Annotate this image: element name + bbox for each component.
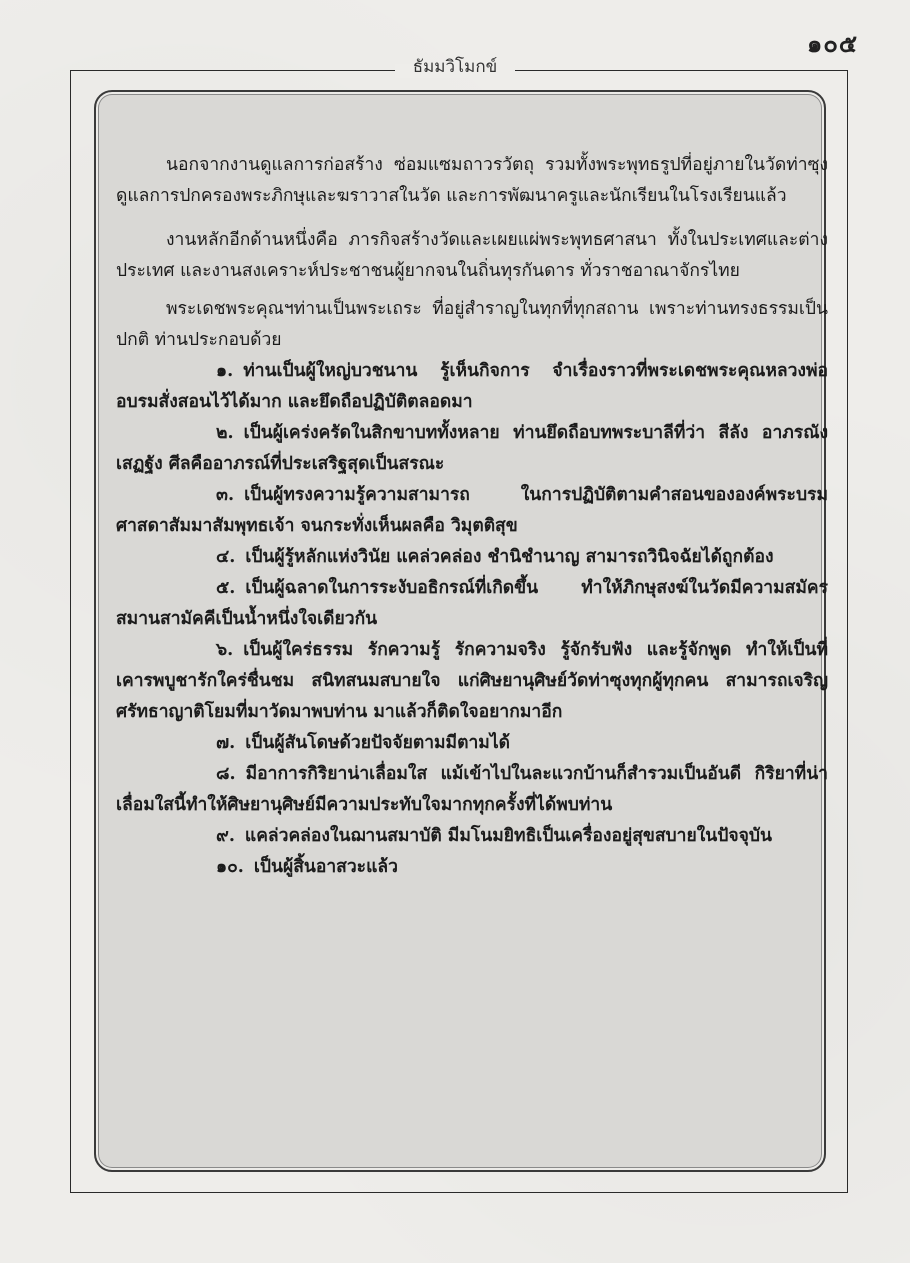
paragraph-2: งานหลักอีกด้านหนึ่งคือ ภารกิจสร้างวัดและเผยแผ่พระพุทธศาสนา ทั้งในประเทศและต่างประเทศ และงานสงเคราะห์ประชาชนผู้ยากจนในถิ่นทุรกันดาร ทั่วราชอาณาจักรไทย xyxy=(116,230,828,281)
list-item xyxy=(116,852,828,883)
list-number: ๙. xyxy=(216,826,235,846)
list-number: ๒. xyxy=(216,423,234,443)
paragraph-3: พระเดชพระคุณฯท่านเป็นพระเถระ ที่อยู่สำราญในทุกที่ทุกสถาน เพราะท่านทรงธรรมเป็นปกติ ท่านประกอบด้วย xyxy=(116,299,828,350)
list-number: ๑. xyxy=(216,361,234,381)
list-number: ๓. xyxy=(216,485,235,505)
list-text: ท่านเป็นผู้ใหญ่บวชนาน รู้เห็นกิจการ จำเรื่องราวที่พระเดชพระคุณหลวงพ่ออบรมสั่งสอนไว้ได้มาก และยึดถือปฏิบัติตลอดมา xyxy=(116,361,828,412)
list-number: ๘. xyxy=(216,764,236,784)
list-text: เป็นผู้รู้หลักแห่งวินัย แคล่วคล่อง ชำนิชำนาญ สามารถวินิจฉัยได้ถูกต้อง xyxy=(245,547,774,567)
page-number: ๑๐๕ xyxy=(806,29,858,58)
list-text: เป็นผู้ฉลาดในการระงับอธิกรณ์ที่เกิดขึ้น ทำให้ภิกษุสงฆ์ในวัดมีความสมัครสมานสามัคคีเป็นน้ำหนึ่งใจเดียวกัน xyxy=(116,578,828,629)
list-text: เป็นผู้ใคร่ธรรม รักความรู้ รักความจริง รู้จักรับฟัง และรู้จักพูด ทำให้เป็นที่เคารพบูชารักใคร่ชื่นชม สนิทสนมสบายใจ แก่ศิษยานุศิษย์วัดท่าซุงทุกผู้ทุกคน สามารถเจริญศรัทธาญาติโยมที่มาวัดมาพบท่าน มาแล้วก็ติดใจอยากมาอีก xyxy=(116,640,828,722)
body-text xyxy=(116,150,828,883)
list-number: ๕. xyxy=(216,578,236,598)
list-text: เป็นผู้สันโดษด้วยปัจจัยตามมีตามได้ xyxy=(245,733,510,753)
list-item xyxy=(116,728,828,759)
list-item xyxy=(116,418,828,480)
list-text: เป็นผู้ทรงความรู้ความสามารถ ในการปฏิบัติตามคำสอนขององค์พระบรมศาสดาสัมมาสัมพุทธเจ้า จนกระทั่งเห็นผลคือ วิมุตติสุข xyxy=(116,485,828,536)
list-text: เป็นผู้สิ้นอาสวะแล้ว xyxy=(253,857,398,877)
list-item xyxy=(116,356,828,418)
running-head: ธัมมวิโมกข์ xyxy=(412,57,498,77)
list-item xyxy=(116,759,828,821)
list-item xyxy=(116,635,828,728)
list-number: ๑๐. xyxy=(216,857,244,877)
list-number: ๗. xyxy=(216,733,236,753)
list-number: ๖. xyxy=(216,640,234,660)
list-item xyxy=(116,480,828,542)
list-item xyxy=(116,821,828,852)
list-text: เป็นผู้เคร่งครัดในสิกขาบททั้งหลาย ท่านยึดถือบทพระบาลีที่ว่า สีลัง อาภรณัง เสฏฐัง ศีลคืออาภรณ์ที่ประเสริฐสุดเป็นสรณะ xyxy=(116,423,828,474)
list-item xyxy=(116,542,828,573)
list-text: มีอาการกิริยาน่าเลื่อมใส แม้เข้าไปในละแวกบ้านก็สำรวมเป็นอันดี กิริยาที่น่าเลื่อมใสนี้ทำให้ศิษยานุศิษย์มีความประทับใจมากทุกครั้งที่ได้พบท่าน xyxy=(116,764,828,815)
list-number: ๔. xyxy=(216,547,236,567)
list-item xyxy=(116,573,828,635)
paragraph-1: นอกจากงานดูแลการก่อสร้าง ซ่อมแซมถาวรวัตถุ รวมทั้งพระพุทธรูปที่อยู่ภายในวัดท่าซุง ดูแลการปกครองพระภิกษุและฆราวาสในวัด และการพัฒนาครูและนักเรียนในโรงเรียนแล้ว xyxy=(116,155,828,206)
list-text: แคล่วคล่องในฌานสมาบัติ มีมโนมยิทธิเป็นเครื่องอยู่สุขสบายในปัจจุบัน xyxy=(244,826,772,846)
